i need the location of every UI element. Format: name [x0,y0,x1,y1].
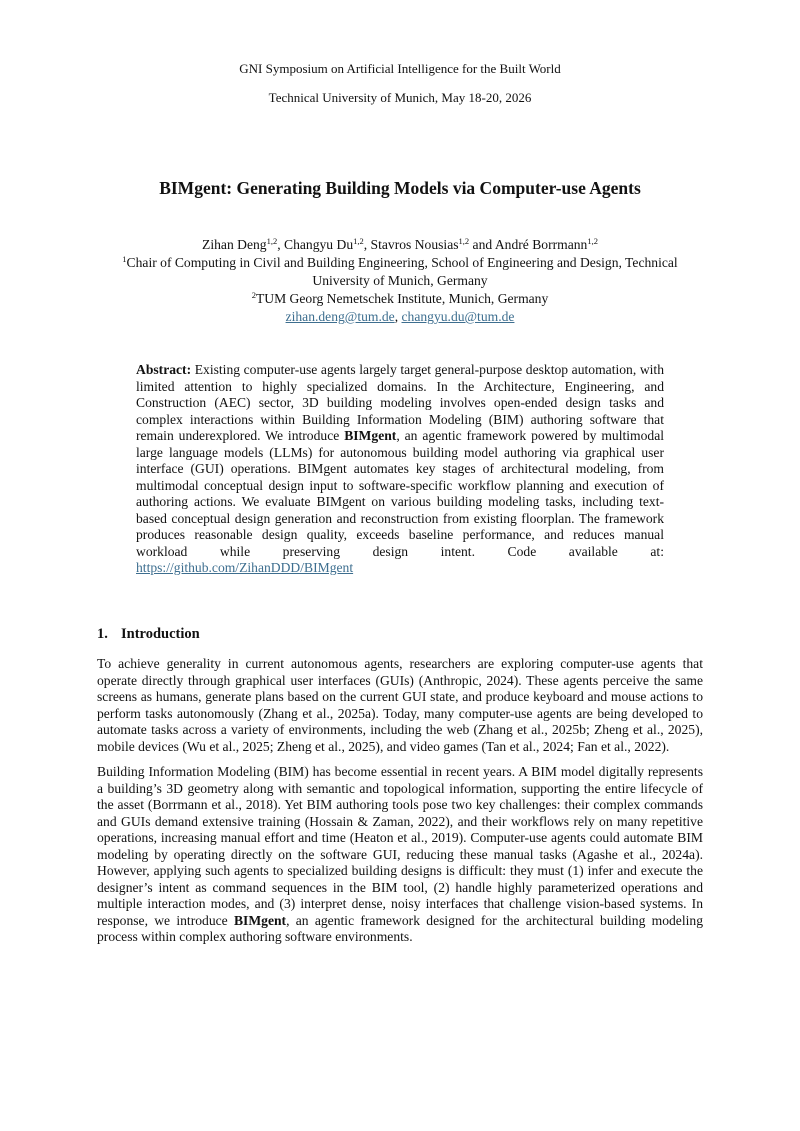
body-paragraph: To achieve generality in current autonomous agents, researchers are exploring computer-use agents that operate directly through graphical user interfaces (GUIs) (Anthropic, 2024). These agents perceive the same screens as humans, generate plans based on the current GUI state, and produce keyboard and mouse actions to perform tasks autonomously (Zhang et al., 2025a). Today, many computer-use agents are being developed to automate tasks across a variety of environments, including the web (Zhang et al., 2025b; Zheng et al., 2025), mobile devices (Wu et al., 2025; Zheng et al., 2025), and video games (Tan et al., 2024; Fan et al., 2022). [97,656,703,754]
paper-title: BIMgent: Generating Building Models via Computer-use Agents [159,178,641,198]
author-separator: , [277,237,285,252]
body-text: , an agentic framework designed for the architectural building modeling process within complex authoring software environments. [97,912,703,944]
author-list [95,236,705,254]
author-affiliation-mark: 1,2 [353,236,364,246]
section-heading [97,625,200,643]
affiliation-2 [95,290,705,308]
author-affiliation-mark: 1,2 [587,236,598,246]
author-separator: and [469,237,495,252]
section-title: Introduction [121,626,200,642]
author-name: Changyu Du [284,237,354,252]
body-paragraph [97,764,703,946]
author-block [95,236,705,326]
email-link[interactable]: changyu.du@tum.de [401,309,515,324]
abstract-framework-name: BIMgent [344,428,397,443]
affiliation-mark: 1 [122,254,127,264]
conference-venue: Technical University of Munich, May 18-20, 2026 [268,90,532,105]
affiliation-mark: 2 [251,290,256,300]
email-list [95,308,705,326]
email-separator: , [394,309,402,324]
email-link[interactable]: zihan.deng@tum.de [285,309,395,324]
conference-name: GNI Symposium on Artificial Intelligence for the Built World [239,61,561,76]
abstract-label: Abstract: [136,362,192,377]
abstract-text: Existing computer-use agents largely target general-purpose desktop automation, with limited attention to highly specialized domains. In the Architecture, Engineering, and Construction (AEC) sector, 3D building modeling involves open-ended design tasks and complex interactions within Building Information Modeling (BIM) authoring software that remain underexplored. We introduce [136,362,664,443]
abstract-text: , an agentic framework powered by multimodal large language models (LLMs) for autonomous building model authoring via graphical user interface (GUI) operations. BIMgent automates key stages of architectural modeling, from multimodal conceptual design input to software-specific workflow planning and execution of authoring actions. We evaluate BIMgent on various building modeling tasks, including text-based conceptual design generation and reconstruction from existing floorplan. The framework produces reasonable design quality, exceeds baseline performance, and reduces manual workload while preserving design intent. Code available at: [136,428,665,559]
author-separator: , [363,237,371,252]
abstract [136,362,664,577]
body-text: Building Information Modeling (BIM) has become essential in recent years. A BIM model digitally represents a building’s 3D geometry along with semantic and topological information, supporting the entire lifecycle of the asset (Borrmann et al., 2018). Yet BIM authoring tools pose two key challenges: their complex commands and GUIs demand extensive training (Hossain & Zaman, 2022), and their workflows rely on many repetitive operations, increasing manual effort and time (Heaton et al., 2019). Computer-use agents could automate BIM modeling by operating directly on the software GUI, reducing these manual tasks (Agashe et al., 2024a). However, applying such agents to specialized building designs is difficult: they must (1) infer and execute the designer’s intent as command sequences in the BIM tool, (2) handle highly parameterized operations and multiple interaction modes, and (3) interpret dense, noisy interfaces that challenge vision-based systems. In response, we introduce [97,764,703,928]
author-name: Zihan Deng [202,237,267,252]
code-link[interactable]: https://github.com/ZihanDDD/BIMgent [136,560,354,575]
affiliation-text: TUM Georg Nemetschek Institute, Munich, Germany [255,291,549,306]
author-affiliation-mark: 1,2 [458,236,470,246]
author-name: André Borrmann [494,237,588,252]
section-number: 1. [97,626,108,642]
author-affiliation-mark: 1,2 [266,236,278,246]
affiliation-1 [95,254,705,290]
body-framework-name: BIMgent [233,912,287,928]
affiliation-text: Chair of Computing in Civil and Building Engineering, School of Engineering and Design, Technical University of Munich, Germany [126,255,678,288]
author-name: Stavros Nousias [370,237,459,252]
